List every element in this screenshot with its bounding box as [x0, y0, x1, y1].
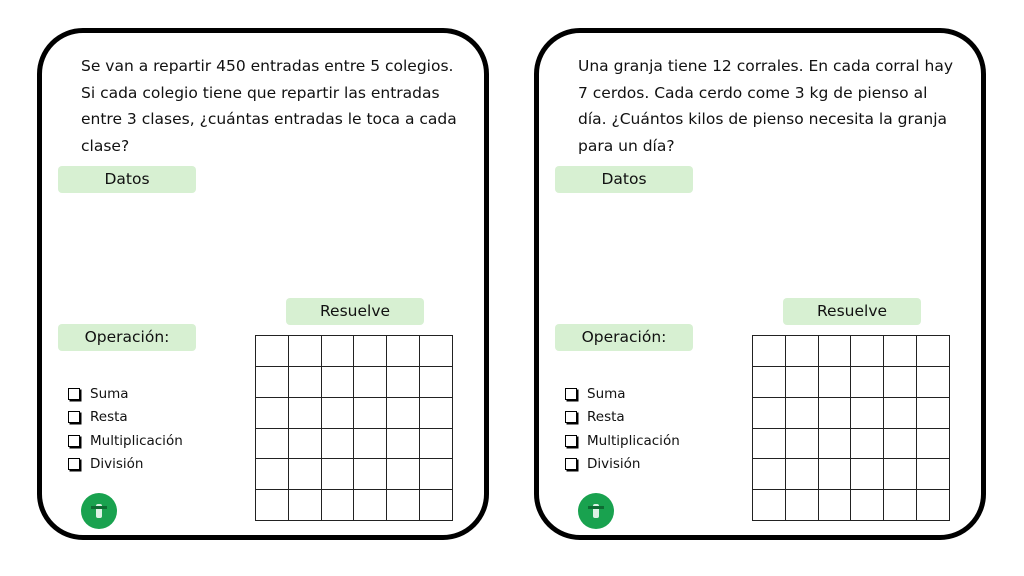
grid-cell[interactable]: [884, 367, 917, 398]
grid-cell[interactable]: [786, 429, 819, 460]
grid-cell[interactable]: [420, 490, 453, 521]
grid-cell[interactable]: [322, 490, 355, 521]
grid-cell[interactable]: [917, 459, 950, 490]
grid-cell[interactable]: [256, 459, 289, 490]
grid-cell[interactable]: [387, 490, 420, 521]
grid-cell[interactable]: [387, 367, 420, 398]
grid-cell[interactable]: [884, 459, 917, 490]
option-multiplicacion[interactable]: [565, 429, 680, 453]
grid-cell[interactable]: [753, 336, 786, 367]
grid-cell[interactable]: [753, 490, 786, 521]
option-label: División: [90, 456, 144, 473]
datos-label: Datos: [555, 166, 693, 193]
grid-cell[interactable]: [819, 459, 852, 490]
grid-cell[interactable]: [420, 429, 453, 460]
grid-cell[interactable]: [851, 429, 884, 460]
option-label: Suma: [90, 385, 129, 402]
grid-cell[interactable]: [420, 367, 453, 398]
problem-text: Se van a repartir 450 entradas entre 5 colegios. Si cada colegio tiene que repartir las entradas entre 3 clases, ¿cuántas entradas le toca a cada clase?: [81, 57, 457, 155]
option-suma[interactable]: [68, 382, 183, 406]
option-division[interactable]: [68, 453, 183, 477]
grid-cell[interactable]: [851, 336, 884, 367]
grid-cell[interactable]: [786, 367, 819, 398]
option-label: Suma: [587, 385, 626, 402]
grid-cell[interactable]: [289, 367, 322, 398]
logo-icon: [81, 493, 117, 529]
grid-cell[interactable]: [917, 398, 950, 429]
grid-cell[interactable]: [753, 429, 786, 460]
grid-cell[interactable]: [354, 367, 387, 398]
checkbox-icon[interactable]: [68, 388, 80, 400]
grid-cell[interactable]: [289, 429, 322, 460]
grid-cell[interactable]: [917, 429, 950, 460]
grid-cell[interactable]: [884, 336, 917, 367]
checkbox-icon[interactable]: [565, 411, 577, 423]
operacion-label: Operación:: [555, 324, 693, 351]
grid-cell[interactable]: [753, 459, 786, 490]
grid-cell[interactable]: [917, 336, 950, 367]
grid-cell[interactable]: [256, 429, 289, 460]
work-grid: [752, 335, 950, 521]
grid-cell[interactable]: [354, 336, 387, 367]
grid-cell[interactable]: [851, 367, 884, 398]
resuelve-label: Resuelve: [286, 298, 424, 325]
operation-options: [68, 382, 183, 476]
checkbox-icon[interactable]: [68, 411, 80, 423]
grid-cell[interactable]: [819, 398, 852, 429]
grid-cell[interactable]: [753, 367, 786, 398]
grid-cell[interactable]: [289, 490, 322, 521]
option-label: Resta: [90, 409, 128, 426]
option-label: Multiplicación: [587, 432, 680, 449]
checkbox-icon[interactable]: [68, 458, 80, 470]
logo-icon: [578, 493, 614, 529]
grid-cell[interactable]: [884, 490, 917, 521]
grid-cell[interactable]: [884, 398, 917, 429]
grid-cell[interactable]: [354, 490, 387, 521]
grid-cell[interactable]: [256, 398, 289, 429]
option-label: Resta: [587, 409, 625, 426]
grid-cell[interactable]: [322, 398, 355, 429]
operation-options: [565, 382, 680, 476]
grid-cell[interactable]: [322, 367, 355, 398]
grid-cell[interactable]: [354, 398, 387, 429]
grid-cell[interactable]: [289, 459, 322, 490]
grid-cell[interactable]: [387, 429, 420, 460]
checkbox-icon[interactable]: [565, 458, 577, 470]
grid-cell[interactable]: [851, 398, 884, 429]
grid-cell[interactable]: [322, 459, 355, 490]
grid-cell[interactable]: [884, 429, 917, 460]
option-label: División: [587, 456, 641, 473]
checkbox-icon[interactable]: [565, 435, 577, 447]
grid-cell[interactable]: [917, 367, 950, 398]
option-multiplicacion[interactable]: [68, 429, 183, 453]
problem-card-2: [534, 28, 986, 540]
grid-cell[interactable]: [851, 459, 884, 490]
grid-cell[interactable]: [420, 398, 453, 429]
grid-cell[interactable]: [256, 336, 289, 367]
grid-cell[interactable]: [819, 367, 852, 398]
grid-cell[interactable]: [387, 398, 420, 429]
problem-card-1: [37, 28, 489, 540]
grid-cell[interactable]: [420, 459, 453, 490]
option-resta[interactable]: [565, 406, 680, 430]
grid-cell[interactable]: [917, 490, 950, 521]
operacion-label: Operación:: [58, 324, 196, 351]
option-label: Multiplicación: [90, 432, 183, 449]
work-grid: [255, 335, 453, 521]
option-division[interactable]: [565, 453, 680, 477]
grid-cell[interactable]: [387, 336, 420, 367]
grid-cell[interactable]: [387, 459, 420, 490]
grid-cell[interactable]: [819, 429, 852, 460]
grid-cell[interactable]: [786, 398, 819, 429]
datos-label: Datos: [58, 166, 196, 193]
checkbox-icon[interactable]: [68, 435, 80, 447]
resuelve-label: Resuelve: [783, 298, 921, 325]
grid-cell[interactable]: [256, 367, 289, 398]
grid-cell[interactable]: [851, 490, 884, 521]
grid-cell[interactable]: [322, 336, 355, 367]
grid-cell[interactable]: [289, 398, 322, 429]
problem-text: Una granja tiene 12 corrales. En cada corral hay 7 cerdos. Cada cerdo come 3 kg de pienso al día. ¿Cuántos kilos de pienso necesita la granja para un día?: [578, 57, 953, 155]
grid-cell[interactable]: [786, 459, 819, 490]
grid-cell[interactable]: [819, 490, 852, 521]
grid-cell[interactable]: [354, 459, 387, 490]
grid-cell[interactable]: [420, 336, 453, 367]
grid-cell[interactable]: [786, 490, 819, 521]
option-suma[interactable]: [565, 382, 680, 406]
grid-cell[interactable]: [256, 490, 289, 521]
option-resta[interactable]: [68, 406, 183, 430]
grid-cell[interactable]: [322, 429, 355, 460]
grid-cell[interactable]: [819, 336, 852, 367]
grid-cell[interactable]: [786, 336, 819, 367]
grid-cell[interactable]: [289, 336, 322, 367]
grid-cell[interactable]: [354, 429, 387, 460]
grid-cell[interactable]: [753, 398, 786, 429]
checkbox-icon[interactable]: [565, 388, 577, 400]
